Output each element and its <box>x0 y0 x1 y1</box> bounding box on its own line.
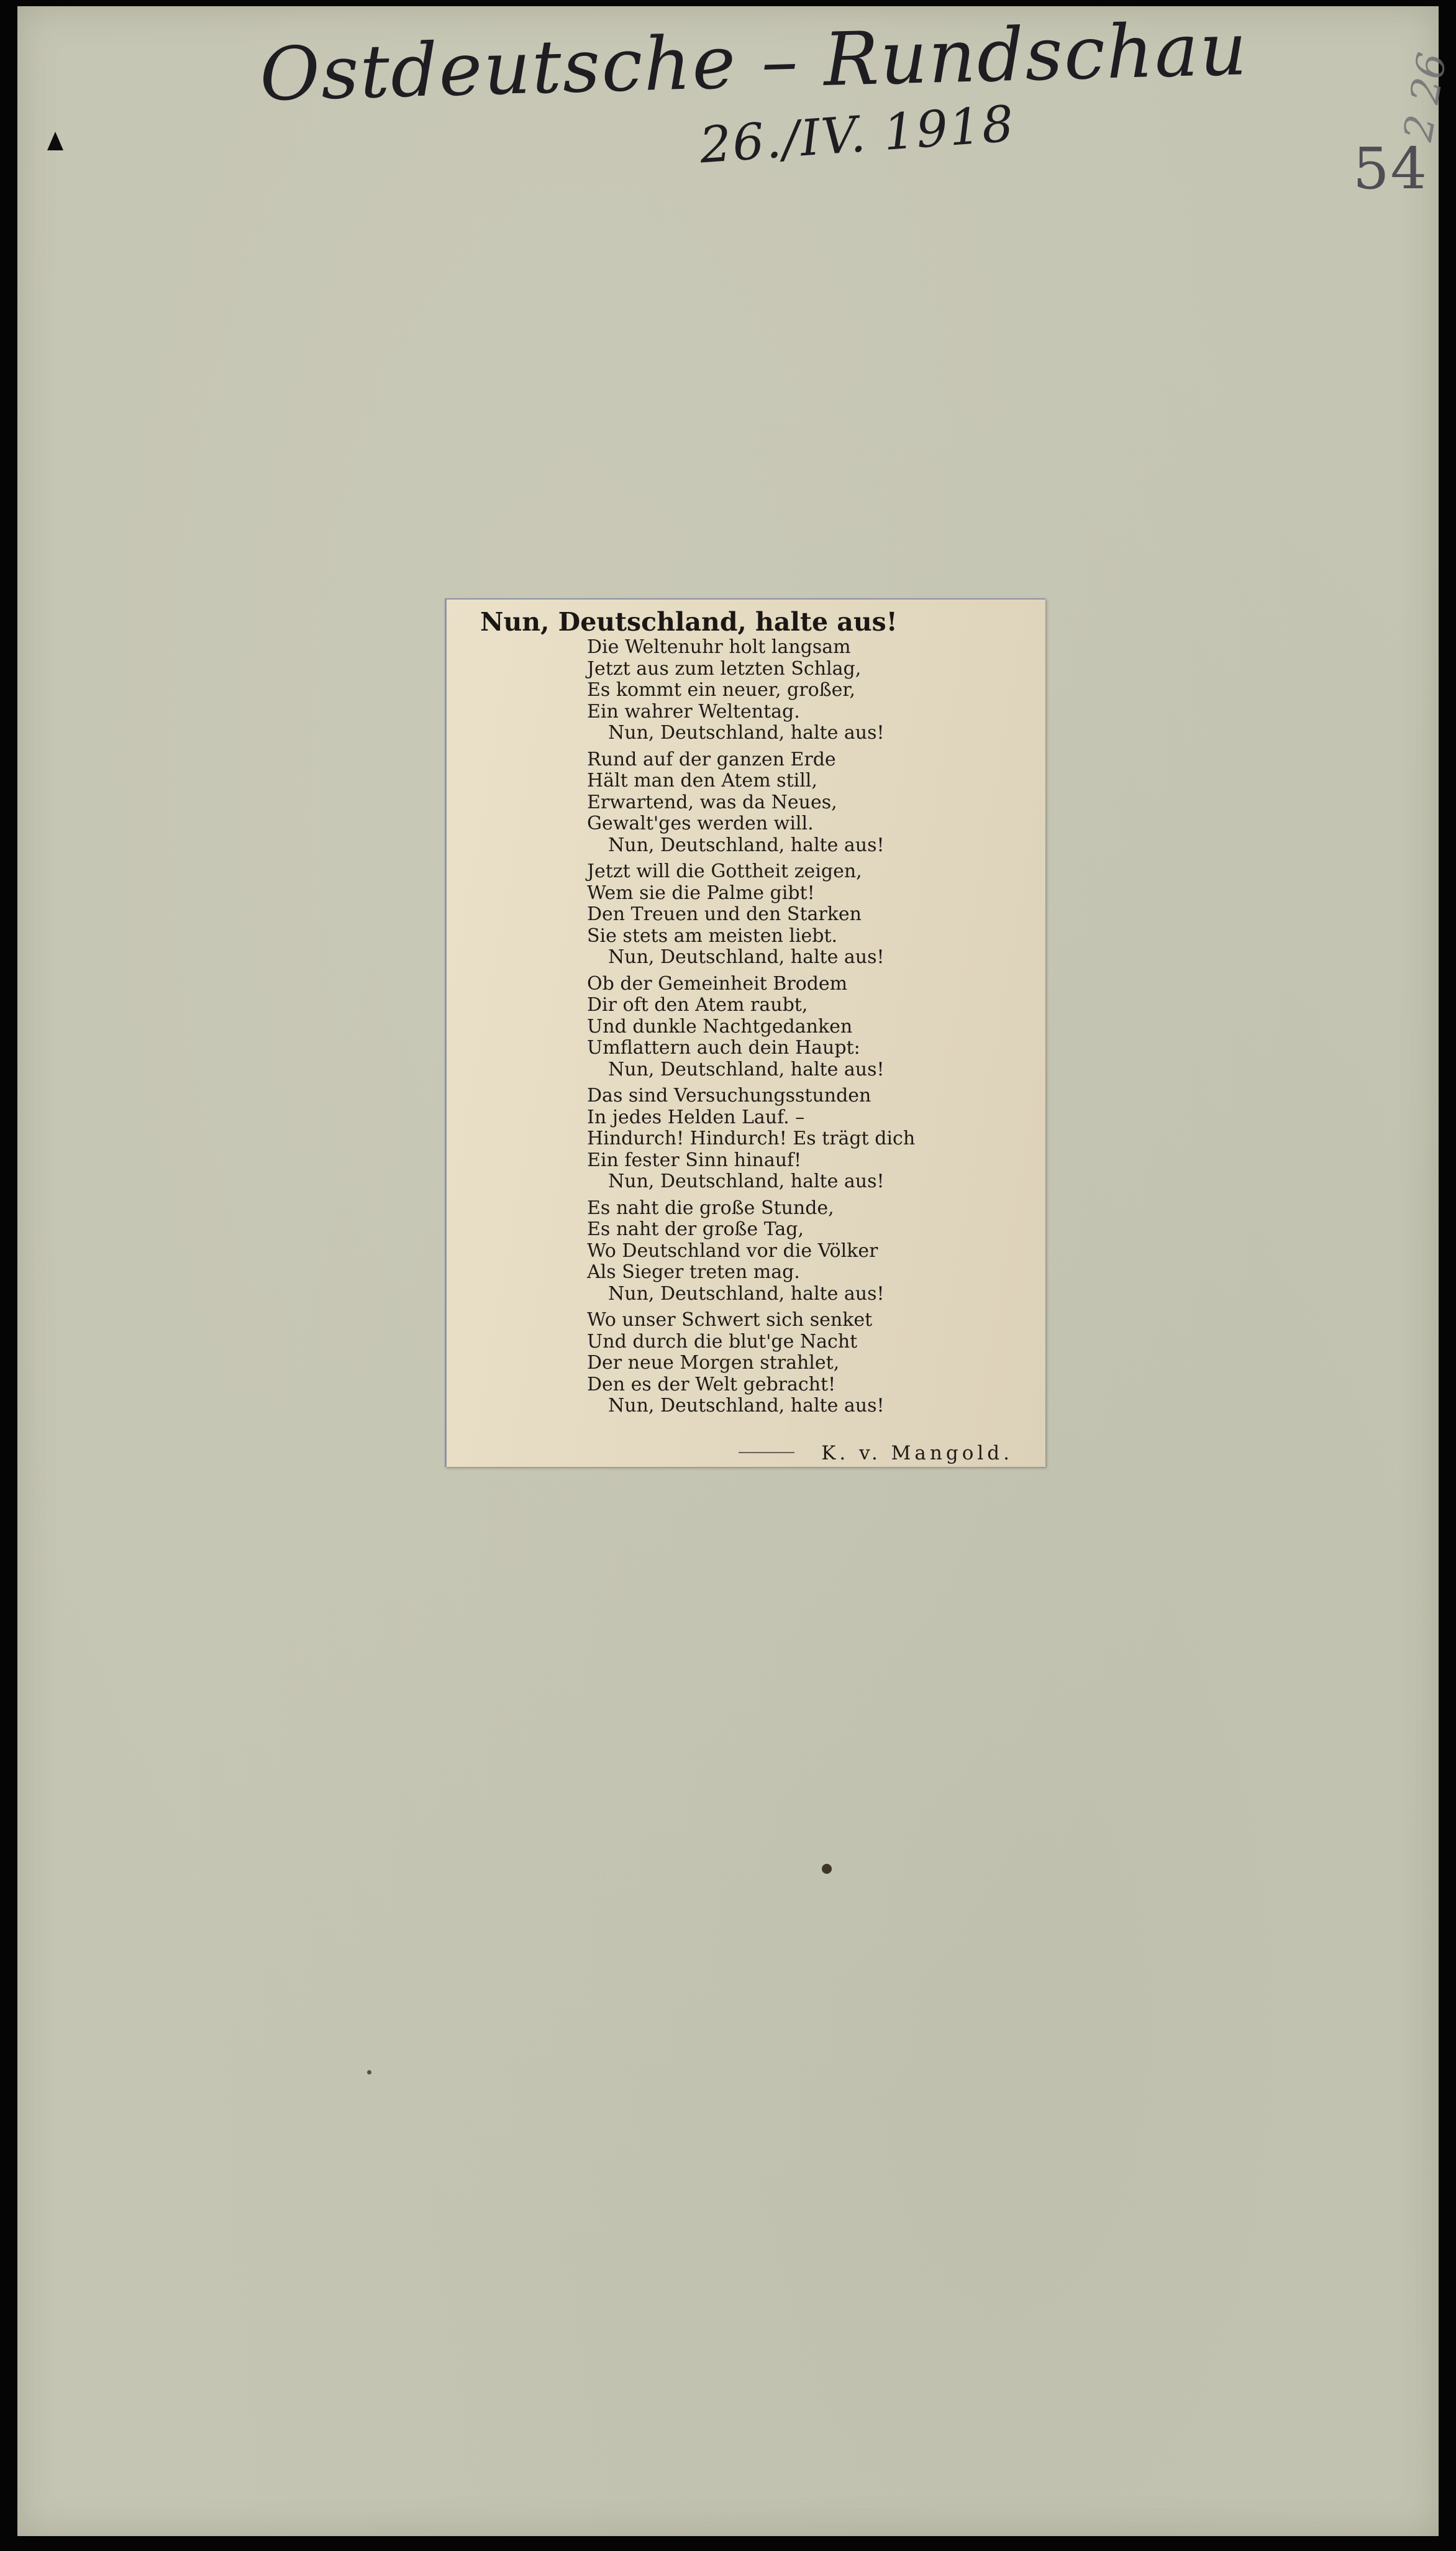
poem-line: Erwartend, was da Neues, <box>587 791 837 813</box>
poem-stanza <box>587 749 915 857</box>
poem-refrain: Nun, Deutschland, halte aus! <box>608 1282 885 1305</box>
paper-speck <box>822 1864 832 1874</box>
paper-speck <box>367 2070 371 2074</box>
poem-refrain: Nun, Deutschland, halte aus! <box>608 1171 885 1192</box>
poem-line: Ein wahrer Weltentag. <box>587 700 800 723</box>
poem-line: Der neue Morgen strahlet, <box>587 1352 840 1374</box>
folio-number: 54 <box>1353 135 1429 202</box>
poem-line: Den Treuen und den Starken <box>587 903 862 925</box>
poem-line: Die Weltenuhr holt langsam <box>587 636 851 658</box>
poem-line: Jetzt aus zum letzten Schlag, <box>587 657 862 680</box>
poem-line: Und dunkle Nachtgedanken <box>587 1015 853 1038</box>
poem-line: Ein fester Sinn hinauf! <box>587 1149 802 1171</box>
archive-sheet <box>17 6 1456 2536</box>
poem-line: Jetzt will die Gottheit zeigen, <box>587 860 862 882</box>
poem-line: Dir oft den Atem raubt, <box>587 994 808 1016</box>
poem-stanza <box>587 637 915 744</box>
poem-line: Wo Deutschland vor die Völker <box>587 1239 878 1262</box>
poem-line: Hindurch! Hindurch! Es trägt dich <box>587 1128 916 1149</box>
poem-line: Sie stets am meisten liebt. <box>587 924 838 947</box>
handwritten-source: Ostdeutsche – Rundschau <box>258 6 1249 117</box>
poem-refrain: Nun, Deutschland, halte aus! <box>608 722 885 744</box>
signature-rule <box>739 1452 794 1453</box>
poem-stanza <box>587 1085 915 1193</box>
poem-line: Wem sie die Palme gibt! <box>587 882 815 904</box>
poem-refrain: Nun, Deutschland, halte aus! <box>608 834 885 856</box>
poem-line: Und durch die blut'ge Nacht <box>587 1330 858 1353</box>
poem-line: Es kommt ein neuer, großer, <box>587 679 856 701</box>
poem-stanza <box>587 974 915 1081</box>
poem-line: Es naht der große Tag, <box>587 1218 804 1240</box>
poem-refrain: Nun, Deutschland, halte aus! <box>608 1058 885 1080</box>
poem-line: Als Sieger treten mag. <box>587 1261 800 1283</box>
newspaper-clipping <box>445 598 1045 1467</box>
poem-stanza <box>587 1198 915 1305</box>
handwritten-date: 26./IV. 1918 <box>698 94 1017 175</box>
poem-title: Nun, Deutschland, halte aus! <box>480 607 898 637</box>
poem-line: Wo unser Schwert sich senket <box>587 1309 873 1331</box>
poem-refrain: Nun, Deutschland, halte aus! <box>608 946 885 968</box>
poem-line: Das sind Versuchungsstunden <box>587 1085 871 1107</box>
poem-line: Gewalt'ges werden will. <box>587 813 814 834</box>
poem-line: In jedes Helden Lauf. – <box>587 1106 805 1128</box>
poem-line: Ob der Gemeinheit Brodem <box>587 972 848 995</box>
poem-line: Rund auf der ganzen Erde <box>587 748 836 770</box>
poem-signature: K. v. Mangold. <box>821 1442 1013 1464</box>
pencil-mark: 2 26 <box>1395 49 1456 145</box>
poem-line: Hält man den Atem still, <box>587 770 817 792</box>
corner-mark-icon <box>47 132 63 150</box>
poem-body <box>587 637 915 1422</box>
poem-line: Es naht die große Stunde, <box>587 1197 834 1219</box>
poem-stanza <box>587 1310 915 1417</box>
poem-refrain: Nun, Deutschland, halte aus! <box>608 1395 885 1417</box>
poem-stanza <box>587 861 915 969</box>
poem-line: Umflattern auch dein Haupt: <box>587 1037 860 1059</box>
poem-line: Den es der Welt gebracht! <box>587 1373 836 1395</box>
